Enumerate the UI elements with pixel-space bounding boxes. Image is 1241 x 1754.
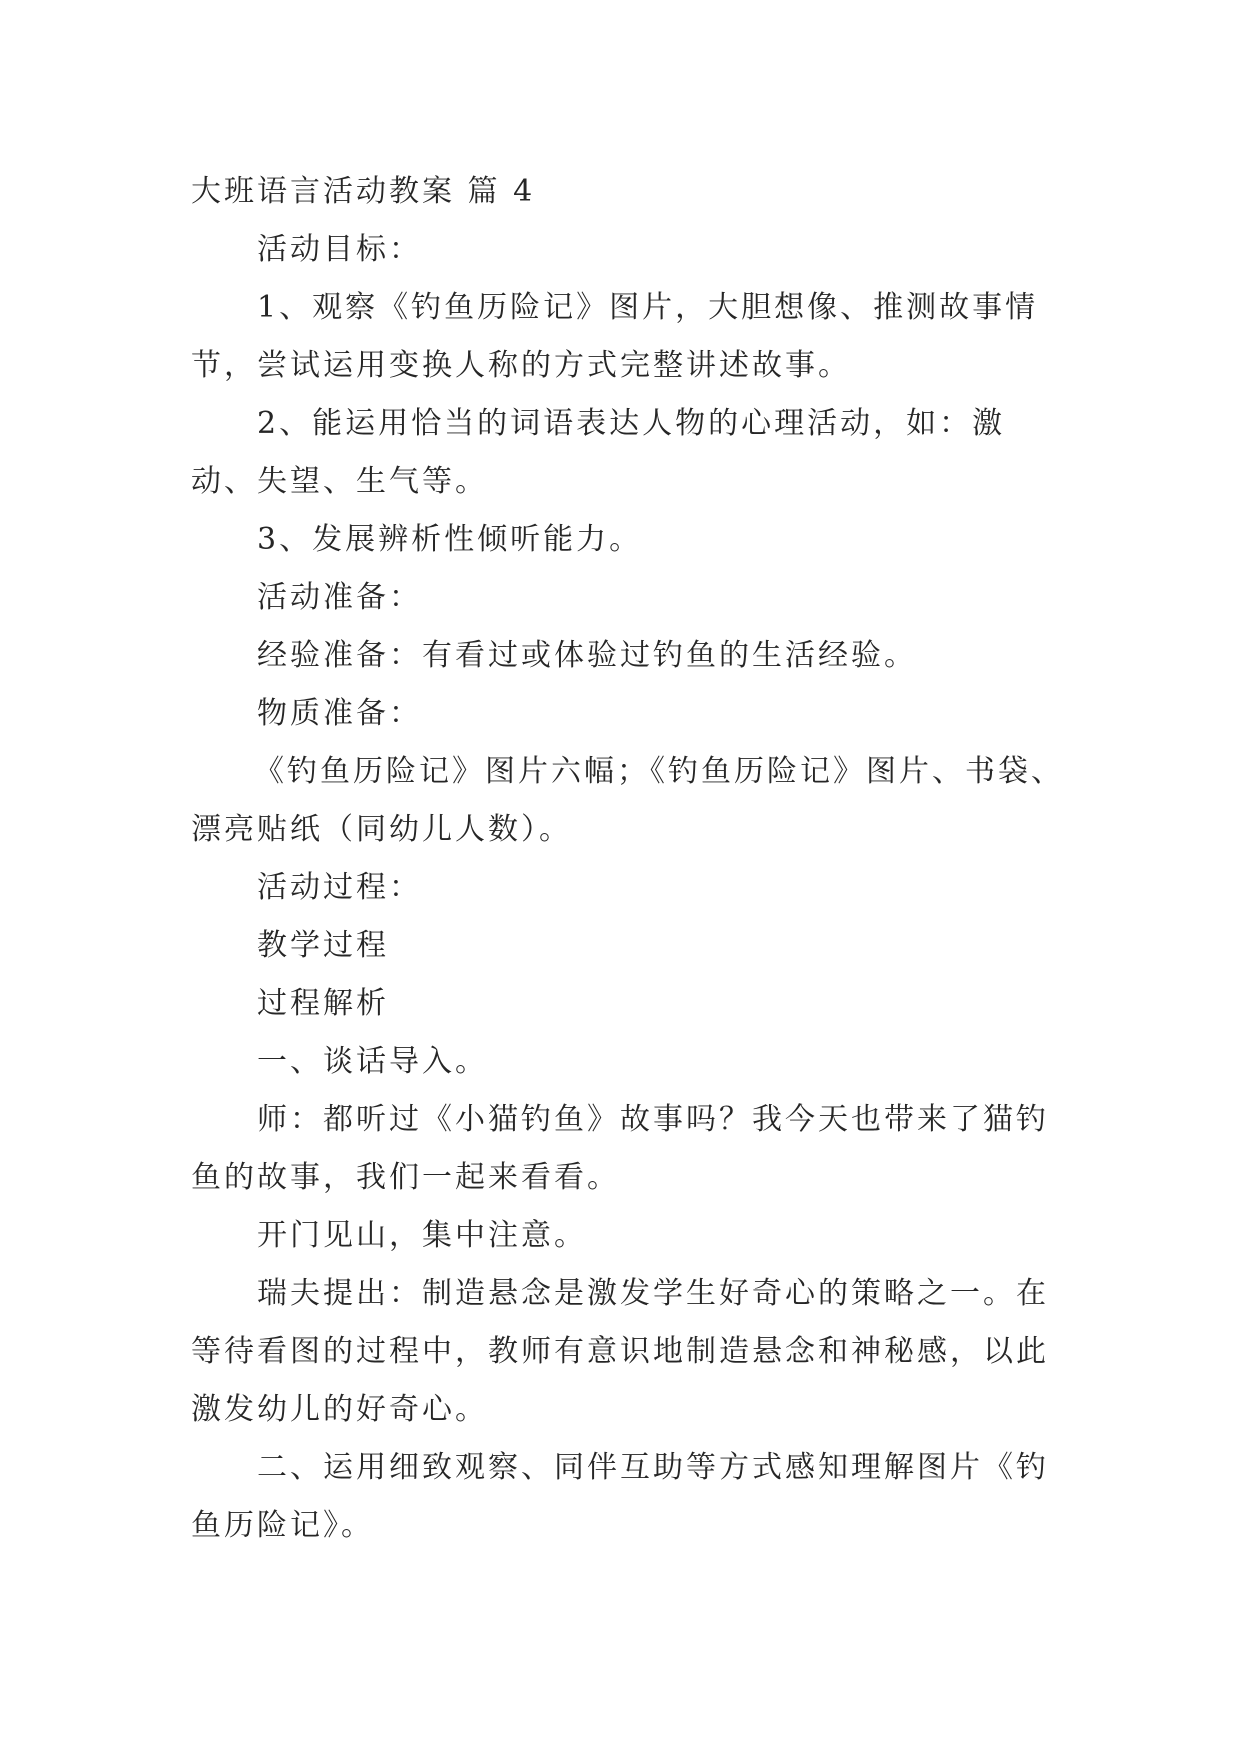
paragraph-process-analysis: 过程解析 <box>257 986 389 1021</box>
paragraph-focus-note: 开门见山，集中注意。 <box>257 1218 587 1253</box>
paragraph-step-2-heading: 二、运用细致观察、同伴互助等方式感知理解图片《钓鱼历险记》。 <box>191 1450 1049 1543</box>
paragraph-process-heading: 活动过程： <box>257 870 422 905</box>
paragraph-experience-preparation: 经验准备：有看过或体验过钓鱼的生活经验。 <box>257 638 917 673</box>
paragraph-teaching-process: 教学过程 <box>257 928 389 963</box>
paragraph-step-1-heading: 一、谈话导入。 <box>257 1044 488 1079</box>
document-title: 大班语言活动教案 篇 4 <box>191 174 536 209</box>
paragraph-goal-3: 3、发展辨析性倾听能力。 <box>257 522 643 557</box>
paragraph-suspense-analysis: 瑞夫提出：制造悬念是激发学生好奇心的策略之一。在等待看图的过程中，教师有意识地制造悬念和神秘感，以此激发幼儿的好奇心。 <box>191 1276 1049 1427</box>
paragraph-activity-goals-heading: 活动目标： <box>257 232 422 267</box>
paragraph-material-preparation-heading: 物质准备： <box>257 696 422 731</box>
paragraph-material-list: 《钓鱼历险记》图片六幅；《钓鱼历险记》图片、书袋、漂亮贴纸（同幼儿人数）。 <box>191 754 1064 847</box>
paragraph-teacher-intro: 师：都听过《小猫钓鱼》故事吗？我今天也带来了猫钓鱼的故事，我们一起来看看。 <box>191 1102 1049 1195</box>
paragraph-goal-2: 2、能运用恰当的词语表达人物的心理活动，如：激动、失望、生气等。 <box>191 406 1006 499</box>
paragraph-goal-1: 1、观察《钓鱼历险记》图片，大胆想像、推测故事情节，尝试运用变换人称的方式完整讲述故事。 <box>191 290 1039 383</box>
paragraph-preparation-heading: 活动准备： <box>257 580 422 615</box>
document-body <box>191 163 1071 1555</box>
